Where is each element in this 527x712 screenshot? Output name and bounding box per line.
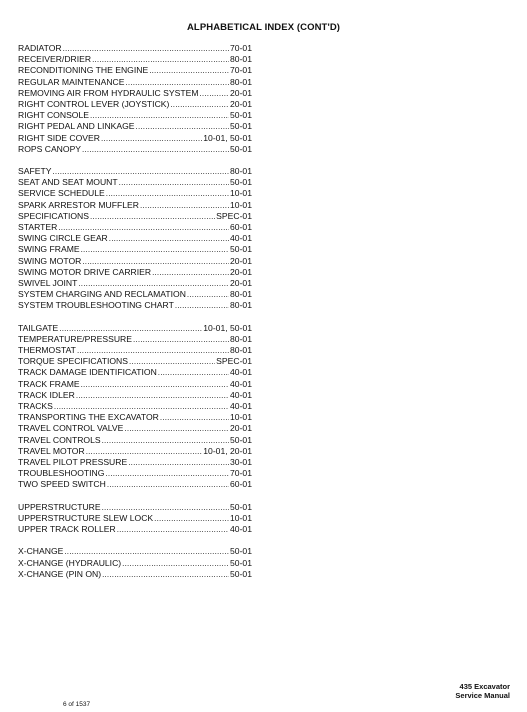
dot-leader [129,356,215,367]
entry-name: UPPERSTRUCTURE SLEW LOCK [18,512,154,523]
index-entry[interactable] [18,412,252,423]
entry-page: 70-01 [230,43,252,53]
page-title: ALPHABETICAL INDEX (CONT'D) [186,22,341,33]
entry-name: SWIVEL JOINT [18,277,78,288]
dot-leader [102,569,229,580]
dot-leader [158,367,229,378]
index-entry[interactable] [18,457,252,468]
index-entry[interactable] [18,423,252,434]
dot-leader [200,88,230,99]
index-entry[interactable] [18,379,252,390]
index-entry[interactable] [18,479,252,490]
index-entry[interactable] [18,211,252,222]
entry-page: 80-01 [230,76,252,87]
index-entry[interactable] [18,256,252,267]
index-entry[interactable] [18,558,252,569]
dot-leader [125,77,229,88]
index-entry[interactable] [18,546,252,557]
entry-name: SPARK ARRESTOR MUFFLER [18,199,139,210]
dot-leader [109,233,229,244]
entry-page: 50-01 [230,121,252,132]
index-entry[interactable] [18,177,252,188]
dot-leader [90,211,215,222]
entry-page: SPEC-01 [216,210,252,221]
index-entry[interactable] [18,222,252,233]
entry-page: 40-01 [230,389,252,400]
index-entry[interactable] [18,144,252,155]
entry-name: TRAVEL MOTOR [18,445,85,456]
index-group [18,43,252,155]
entry-page: 60-01 [230,222,252,232]
entry-name: ROPS CANOPY [18,143,82,154]
entry-name: X-CHANGE (PIN ON) [18,568,102,579]
page-number: 6 of 1537 [63,701,91,708]
entry-page: 50-01 [230,244,252,255]
entry-page: 10-01, 20-01 [203,445,252,456]
entry-name: REMOVING AIR FROM HYDRAULIC SYSTEM [18,87,199,98]
entry-page: 70-01 [230,65,252,76]
dot-leader [82,256,229,267]
entry-name: TRAVEL CONTROLS [18,434,101,445]
entry-page: 10-01 [230,512,252,523]
dot-leader [86,446,203,457]
entry-page: 50-01 [230,501,252,512]
index-entry[interactable] [18,289,252,300]
entry-name: SWING MOTOR DRIVE CARRIER [18,266,152,277]
entry-name: RADIATOR [18,43,62,53]
entry-page: 70-01 [230,468,252,479]
dot-leader [78,278,229,289]
entry-page: 50-01 [230,546,252,557]
index-entry[interactable] [18,43,252,54]
manual-name: Service Manual [455,691,510,700]
entry-name: RECEIVER/DRIER [18,54,92,65]
dot-leader [54,401,229,412]
dot-leader [128,457,229,468]
entry-page: 50-01 [230,143,252,154]
index-entry[interactable] [18,334,252,345]
index-entry[interactable] [18,110,252,121]
entry-page: 80-01 [230,333,252,344]
index-entry[interactable] [18,200,252,211]
dot-leader [136,121,229,132]
entry-name: SWING FRAME [18,244,80,255]
entry-page: 80-01 [230,54,252,65]
entry-page: 50-01 [230,568,252,579]
dot-leader [64,546,229,557]
entry-name: REGULAR MAINTENANCE [18,76,125,87]
index-group [18,166,252,311]
dot-leader [154,513,229,524]
entry-name: RIGHT CONTROL LEVER (JOYSTICK) [18,98,170,109]
entry-page: 30-01 [230,456,252,467]
index-entry[interactable] [18,166,252,177]
entry-page: 20-01 [230,423,252,434]
entry-name: UPPERSTRUCTURE [18,501,101,512]
entry-page: SPEC-01 [216,356,252,367]
entry-page: 50-01 [230,177,252,188]
entry-page: 20-01 [230,98,252,109]
entry-name: X-CHANGE [18,546,64,557]
dot-leader [101,133,202,144]
dot-leader [140,200,229,211]
dot-leader [63,43,229,54]
dot-leader [77,345,229,356]
dot-leader [90,110,229,121]
entry-page: 50-01 [230,434,252,445]
dot-leader [152,267,229,278]
entry-name: STARTER [18,222,58,232]
index-entry[interactable] [18,88,252,99]
index-entry[interactable] [18,77,252,88]
index-entry[interactable] [18,356,252,367]
index-entry[interactable] [18,468,252,479]
entry-page: 20-01 [230,255,252,266]
index-entry[interactable] [18,502,252,513]
dot-leader [124,423,229,434]
entry-name: RIGHT PEDAL AND LINKAGE [18,121,135,132]
index-entry[interactable] [18,54,252,65]
entry-page: 40-01 [230,233,252,244]
entry-name: TEMPERATURE/PRESSURE [18,333,132,344]
entry-name: SWING CIRCLE GEAR [18,233,108,244]
index-entry[interactable] [18,65,252,76]
dot-leader [76,390,229,401]
entry-name: TRANSPORTING THE EXCAVATOR [18,412,159,423]
entry-name: TRACKS [18,401,53,411]
index-entry[interactable] [18,233,252,244]
entry-page: 10-01, 50-01 [203,132,252,143]
index-entry[interactable] [18,513,252,524]
product-name: 435 Excavator [459,682,510,691]
index-entry[interactable] [18,278,252,289]
entry-name: TROUBLESHOOTING [18,468,105,479]
dot-leader [175,300,229,311]
entry-name: RIGHT SIDE COVER [18,132,100,143]
index-entry[interactable] [18,323,252,334]
dot-leader [107,479,229,490]
index-entry[interactable] [18,99,252,110]
entry-page: 10-01, 50-01 [203,322,252,333]
index-entry[interactable] [18,446,252,457]
entry-name: SYSTEM TROUBLESHOOTING CHART [18,300,174,311]
entry-page: 10-01 [230,199,252,210]
entry-page: 20-01 [230,266,252,277]
alphabetical-index [18,43,252,591]
entry-name: SYSTEM CHARGING AND RECLAMATION [18,289,186,300]
entry-name: RIGHT CONSOLE [18,110,89,121]
entry-page: 80-01 [230,345,252,356]
dot-leader [92,54,229,65]
index-group [18,546,252,580]
index-entry[interactable] [18,121,252,132]
entry-name: RECONDITIONING THE ENGINE [18,65,149,76]
entry-name: SPECIFICATIONS [18,210,89,221]
entry-name: SWING MOTOR [18,255,82,266]
dot-leader [52,166,229,177]
index-group [18,323,252,491]
dot-leader [170,99,229,110]
entry-page: 60-01 [230,479,252,490]
dot-leader [106,188,229,199]
entry-page: 20-01 [230,87,252,98]
dot-leader [133,334,229,345]
dot-leader [149,65,229,76]
index-entry[interactable] [18,435,252,446]
dot-leader [119,177,229,188]
entry-name: TRAVEL CONTROL VALVE [18,423,124,434]
index-entry[interactable] [18,367,252,378]
dot-leader [58,222,229,233]
dot-leader [81,379,229,390]
dot-leader [105,468,229,479]
index-entry[interactable] [18,390,252,401]
entry-name: UPPER TRACK ROLLER [18,524,116,535]
dot-leader [187,289,229,300]
entry-page: 40-01 [230,378,252,389]
dot-leader [160,412,229,423]
entry-name: X-CHANGE (HYDRAULIC) [18,557,122,568]
index-entry[interactable] [18,401,252,412]
index-entry[interactable] [18,188,252,199]
dot-leader [122,558,229,569]
entry-name: SAFETY [18,166,52,177]
entry-name: THERMOSTAT [18,345,76,356]
entry-name: TAILGATE [18,322,59,333]
index-entry[interactable] [18,244,252,255]
entry-page: 50-01 [230,557,252,568]
index-entry[interactable] [18,300,252,311]
entry-page: 40-01 [230,401,252,411]
entry-name: TORQUE SPECIFICATIONS [18,356,128,367]
entry-page: 10-01 [230,412,252,423]
index-entry[interactable] [18,524,252,535]
dot-leader [81,244,229,255]
entry-name: TWO SPEED SWITCH [18,479,106,490]
index-entry[interactable] [18,267,252,278]
entry-page: 10-01 [230,188,252,199]
entry-page: 40-01 [230,524,252,535]
entry-name: TRACK FRAME [18,378,80,389]
entry-page: 80-01 [230,166,252,177]
index-entry[interactable] [18,133,252,144]
entry-name: TRACK DAMAGE IDENTIFICATION [18,367,157,378]
dot-leader [59,323,202,334]
dot-leader [117,524,229,535]
product-label [455,682,510,700]
entry-page: 80-01 [230,300,252,311]
entry-page: 80-01 [230,289,252,300]
dot-leader [82,144,229,155]
entry-name: SERVICE SCHEDULE [18,188,105,199]
entry-name: TRAVEL PILOT PRESSURE [18,456,128,467]
entry-name: TRACK IDLER [18,389,75,400]
index-entry[interactable] [18,569,252,580]
index-group [18,502,252,536]
index-entry[interactable] [18,345,252,356]
dot-leader [102,502,229,513]
entry-name: SEAT AND SEAT MOUNT [18,177,118,188]
entry-page: 40-01 [230,367,252,378]
entry-page: 50-01 [230,110,252,121]
entry-page: 20-01 [230,277,252,288]
dot-leader [102,435,229,446]
